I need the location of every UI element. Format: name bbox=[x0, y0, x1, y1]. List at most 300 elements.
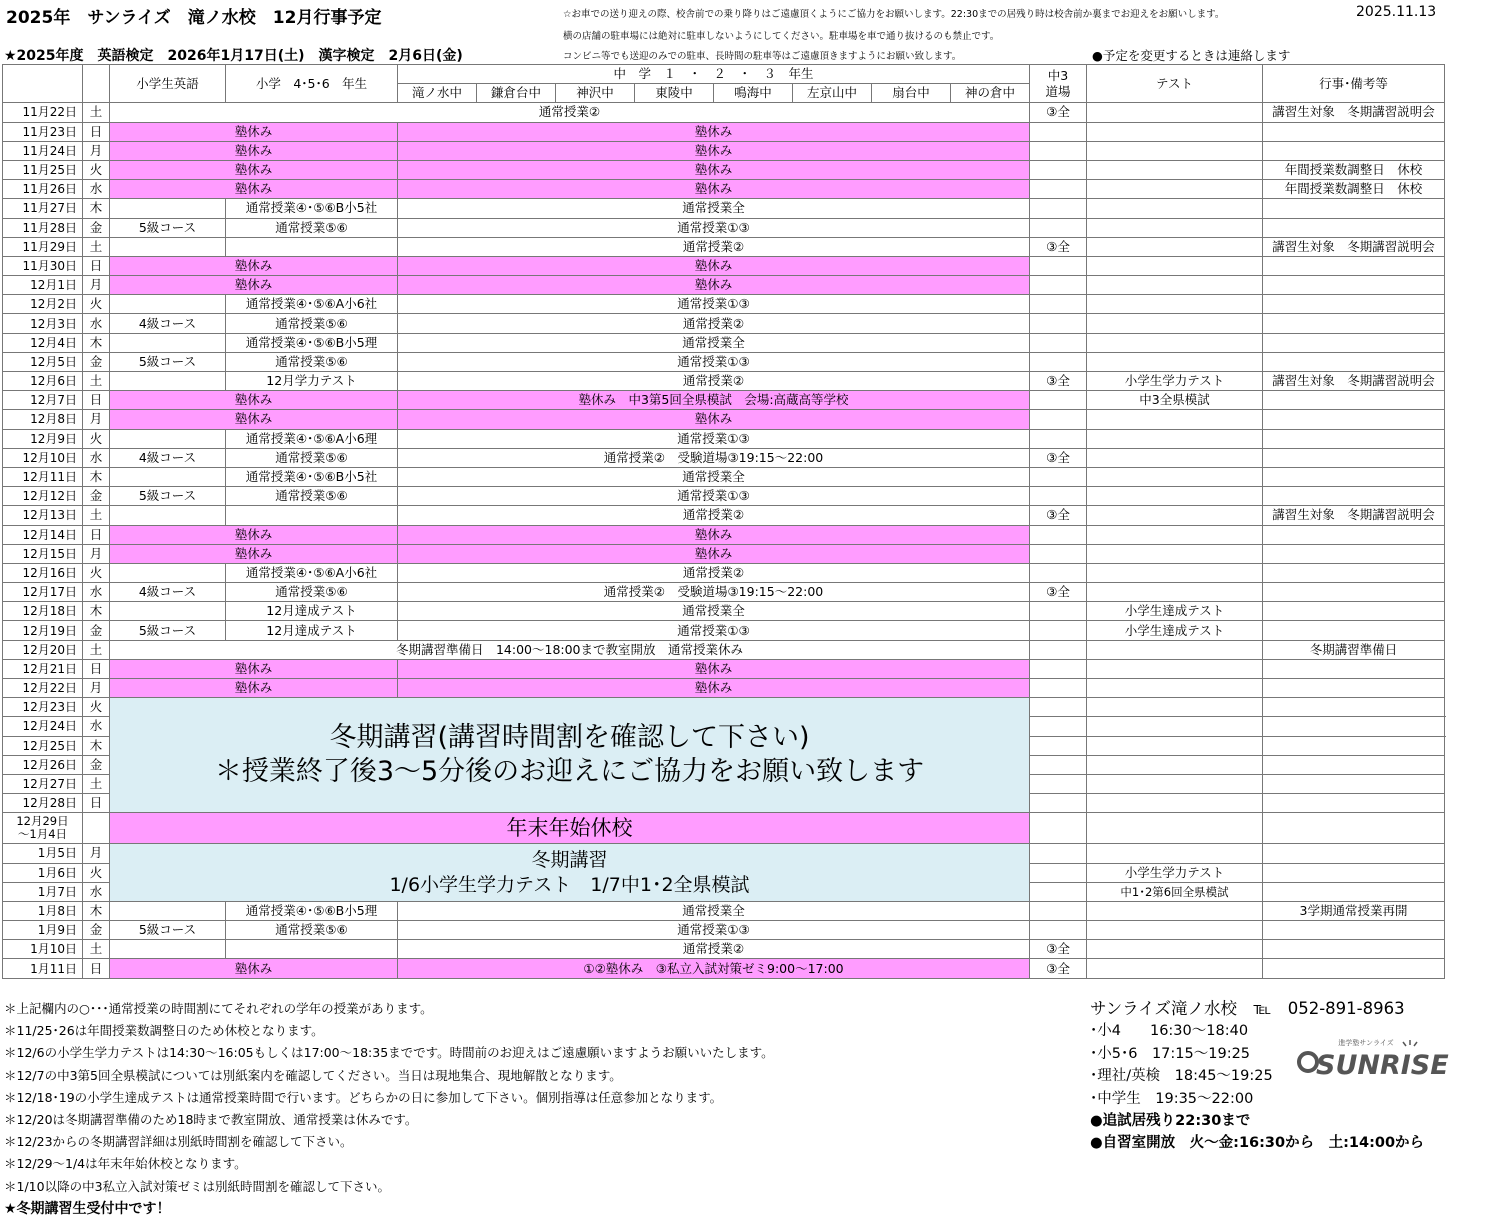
logo-text: SUNRISE bbox=[1316, 1050, 1449, 1081]
elementary-cell bbox=[226, 506, 398, 525]
event-cell bbox=[1263, 863, 1445, 882]
middle-school-cell: 通常授業全 bbox=[398, 199, 1030, 218]
english-cell bbox=[110, 467, 226, 486]
event-cell bbox=[1263, 621, 1445, 640]
date-cell: 12月13日 bbox=[3, 506, 83, 525]
schedule-row bbox=[3, 621, 1445, 640]
elementary-cell: 通常授業④･⑤⑥B小5理 bbox=[226, 333, 398, 352]
test-cell bbox=[1087, 698, 1263, 717]
schedule-row bbox=[3, 256, 1445, 275]
schedule-row bbox=[3, 901, 1445, 920]
date-cell: 12月24日 bbox=[3, 717, 83, 736]
test-header: テスト bbox=[1087, 65, 1263, 103]
event-cell bbox=[1263, 256, 1445, 275]
date-cell: 12月27日 bbox=[3, 774, 83, 793]
date-cell: 12月21日 bbox=[3, 659, 83, 678]
parking-note-2: 横の店舗の駐車場には絶対に駐車しないようにしてください。駐車場を車で通り抜けるのも禁止です。 bbox=[563, 31, 1000, 42]
date-cell: 12月23日 bbox=[3, 698, 83, 717]
weekday-cell: 日 bbox=[83, 122, 110, 141]
school-takinomizu: 滝ノ水中 bbox=[398, 84, 477, 103]
footer-note: ＊11/25･26は年間授業数調整日のため休校となります。 bbox=[4, 1023, 324, 1039]
weekday-cell: 火 bbox=[83, 563, 110, 582]
test-cell bbox=[1087, 180, 1263, 199]
date-cell: 12月11日 bbox=[3, 467, 83, 486]
event-cell bbox=[1263, 940, 1445, 959]
weekday-cell: 土 bbox=[83, 372, 110, 391]
dojo-cell bbox=[1030, 602, 1087, 621]
event-cell bbox=[1263, 122, 1445, 141]
elementary-cell: 塾休み bbox=[110, 276, 398, 295]
test-cell bbox=[1087, 901, 1263, 920]
date-cell: 12月17日 bbox=[3, 583, 83, 602]
weekday-cell: 土 bbox=[83, 640, 110, 659]
schedule-row bbox=[3, 276, 1445, 295]
schedule-row bbox=[3, 448, 1445, 467]
test-cell bbox=[1087, 736, 1263, 755]
dojo-cell bbox=[1030, 276, 1087, 295]
retest-note: ●追試居残り22:30まで bbox=[1090, 1113, 1251, 1130]
elementary-cell: 12月学力テスト bbox=[226, 372, 398, 391]
dojo-cell bbox=[1030, 122, 1087, 141]
elementary-cell: 通常授業④･⑤⑥B小5社 bbox=[226, 199, 398, 218]
date-cell: 11月30日 bbox=[3, 256, 83, 275]
dojo-cell bbox=[1030, 736, 1087, 755]
middle-school-cell: 塾休み bbox=[398, 256, 1030, 275]
schedule-row bbox=[3, 180, 1445, 199]
middle-school-cell: 通常授業全 bbox=[398, 602, 1030, 621]
english-cell bbox=[110, 602, 226, 621]
english-cell: 4級コース bbox=[110, 448, 226, 467]
event-cell bbox=[1263, 314, 1445, 333]
middle-school-cell bbox=[1263, 717, 1445, 736]
test-cell bbox=[1087, 940, 1263, 959]
weekday-cell: 木 bbox=[83, 333, 110, 352]
event-cell bbox=[1263, 679, 1445, 698]
date-cell: 11月22日 bbox=[3, 103, 83, 122]
test-cell bbox=[1087, 103, 1263, 122]
event-cell bbox=[1263, 736, 1445, 755]
middle-school-cell: 通常授業①③ bbox=[398, 352, 1030, 371]
date-cell: 12月2日 bbox=[3, 295, 83, 314]
schedule-row bbox=[3, 103, 1445, 122]
elementary-cell: 塾休み bbox=[110, 525, 398, 544]
weekday-cell: 月 bbox=[83, 844, 110, 863]
elementary-cell: 12月達成テスト bbox=[226, 621, 398, 640]
exam-dates-subtitle: ★2025年度 英語検定 2026年1月17日(土) 漢字検定 2月6日(金) bbox=[4, 48, 463, 64]
event-cell: 冬期講習準備日 bbox=[1263, 640, 1445, 659]
school-sakyoyama: 左京山中 bbox=[793, 84, 872, 103]
elementary-cell: 通常授業⑤⑥ bbox=[226, 448, 398, 467]
dojo-cell: ③全 bbox=[1030, 940, 1087, 959]
event-cell bbox=[1263, 659, 1445, 678]
dojo-cell bbox=[1030, 698, 1087, 717]
dojo-cell bbox=[1030, 199, 1087, 218]
test-cell: 中3全県模試 bbox=[1087, 391, 1263, 410]
test-cell bbox=[1087, 525, 1263, 544]
dojo-cell bbox=[1030, 921, 1087, 940]
elementary-cell: 通常授業⑤⑥ bbox=[226, 352, 398, 371]
schedule-row bbox=[3, 429, 1445, 448]
schedule-row bbox=[3, 372, 1445, 391]
english-cell bbox=[110, 372, 226, 391]
event-cell bbox=[1263, 755, 1445, 774]
middle-school-cell: 塾休み bbox=[398, 122, 1030, 141]
event-cell bbox=[1263, 525, 1445, 544]
middle-school-cell: 通常授業全 bbox=[398, 333, 1030, 352]
hours-line: ･小4 16:30～18:40 bbox=[1090, 1023, 1249, 1040]
date-cell: 12月20日 bbox=[3, 640, 83, 659]
test-cell bbox=[1087, 333, 1263, 352]
schedule-row bbox=[3, 544, 1445, 563]
footer-note: ＊12/18･19の小学生達成テストは通常授業時間で行います。どちらかの日に参加して下さい。個別指導は任意参加となります。 bbox=[4, 1089, 723, 1105]
weekday-cell: 土 bbox=[83, 237, 110, 256]
footer-note: ＊12/6の小学生学力テストは14:30～16:05もしくは17:00～18:35までです。時間前のお迎えはご遠慮願いますようお願いいたします。 bbox=[4, 1045, 774, 1061]
schedule-row bbox=[3, 487, 1445, 506]
middle-school-header: 中 学 １ ・ ２ ・ ３ 年生 bbox=[398, 65, 1030, 84]
elementary-cell bbox=[226, 940, 398, 959]
page-title: 2025年 サンライズ 滝ノ水校 12月行事予定 bbox=[6, 8, 382, 28]
schedule-row bbox=[3, 314, 1445, 333]
weekday-cell: 火 bbox=[83, 429, 110, 448]
schedule-row bbox=[3, 141, 1445, 160]
weekday-cell: 日 bbox=[83, 659, 110, 678]
middle-school-cell: 通常授業全 bbox=[398, 467, 1030, 486]
english-cell: 5級コース bbox=[110, 621, 226, 640]
weekday-cell: 日 bbox=[83, 525, 110, 544]
test-cell bbox=[1087, 544, 1263, 563]
weekday-cell: 月 bbox=[83, 544, 110, 563]
english-cell: 5級コース bbox=[110, 487, 226, 506]
english-cell bbox=[110, 333, 226, 352]
elementary-cell: 塾休み bbox=[110, 141, 398, 160]
event-cell bbox=[1263, 698, 1445, 717]
hours-line: ･中学生 19:35～22:00 bbox=[1090, 1090, 1254, 1107]
footer-note: ＊12/7の中3第5回全県模試については別紙案内を確認してください。当日は現地集合、現地解散となります。 bbox=[4, 1067, 622, 1083]
event-cell bbox=[1263, 583, 1445, 602]
middle-school-cell: 塾休み bbox=[398, 410, 1030, 429]
schedule-row bbox=[3, 467, 1445, 486]
date-cell: 12月22日 bbox=[3, 679, 83, 698]
event-cell: 3学期通常授業再開 bbox=[1263, 901, 1445, 920]
elementary-cell: 塾休み bbox=[110, 391, 398, 410]
middle-school-cell: 通常授業② bbox=[398, 940, 1030, 959]
dojo-cell bbox=[1030, 901, 1087, 920]
test-cell bbox=[1087, 506, 1263, 525]
middle-school-cell: 通常授業①③ bbox=[398, 921, 1030, 940]
test-cell bbox=[1087, 160, 1263, 179]
event-cell bbox=[1263, 487, 1445, 506]
test-cell bbox=[1087, 959, 1263, 978]
date-cell: 11月27日 bbox=[3, 199, 83, 218]
english-cell: 4級コース bbox=[110, 314, 226, 333]
english-cell bbox=[110, 295, 226, 314]
elementary-cell: 通常授業⑤⑥ bbox=[226, 583, 398, 602]
schedule-row bbox=[3, 160, 1445, 179]
dojo-cell bbox=[1030, 659, 1087, 678]
elementary-cell: 塾休み bbox=[110, 122, 398, 141]
school-phone: サンライズ滝ノ水校 ℡ 052-891-8963 bbox=[1090, 999, 1405, 1018]
event-cell bbox=[1263, 391, 1445, 410]
middle-school-cell: 通常授業② 受験道場③19:15～22:00 bbox=[398, 448, 1030, 467]
weekday-cell: 月 bbox=[83, 679, 110, 698]
elementary-cell: 通常授業④･⑤⑥B小5社 bbox=[226, 467, 398, 486]
footer-note: ★冬期講習生受付中です！ bbox=[4, 1200, 171, 1217]
schedule-row bbox=[3, 698, 1445, 717]
english-cell bbox=[110, 237, 226, 256]
test-cell bbox=[1087, 563, 1263, 582]
date-cell: 12月4日 bbox=[3, 333, 83, 352]
test-cell bbox=[1087, 640, 1263, 659]
weekday-cell: 木 bbox=[83, 901, 110, 920]
schedule-row bbox=[3, 679, 1445, 698]
weekday-cell: 月 bbox=[83, 276, 110, 295]
winter-course-block bbox=[110, 698, 1030, 813]
date-cell: 12月8日 bbox=[3, 410, 83, 429]
winter-pickup-note: ＊授業終了後3～5分後のお迎えにご協力をお願い致します bbox=[214, 756, 925, 788]
elementary-cell: 通常授業④･⑤⑥A小6社 bbox=[226, 295, 398, 314]
schedule-row bbox=[3, 410, 1445, 429]
test-cell bbox=[1087, 774, 1263, 793]
test-cell bbox=[1087, 467, 1263, 486]
dojo-cell bbox=[1030, 813, 1087, 844]
date-header bbox=[3, 65, 83, 103]
middle-school-cell: 通常授業② 受験道場③19:15～22:00 bbox=[398, 583, 1030, 602]
test-cell: 中1･2第6回全県模試 bbox=[1087, 882, 1263, 901]
test-cell bbox=[1087, 794, 1263, 813]
dojo-cell bbox=[1030, 563, 1087, 582]
weekday-cell: 水 bbox=[83, 180, 110, 199]
event-cell bbox=[1263, 295, 1445, 314]
date-cell: 11月25日 bbox=[3, 160, 83, 179]
schedule-row bbox=[3, 640, 1445, 659]
date-cell: 12月25日 bbox=[3, 736, 83, 755]
middle-school-cell: ①②塾休み ③私立入試対策ゼミ9:00～17:00 bbox=[398, 959, 1030, 978]
elementary-cell: 塾休み bbox=[110, 679, 398, 698]
date-cell: 12月1日 bbox=[3, 276, 83, 295]
middle-school-cell: 通常授業② bbox=[398, 314, 1030, 333]
event-cell bbox=[1263, 448, 1445, 467]
winter-course-title: 冬期講習(講習時間割を確認して下さい) bbox=[329, 722, 810, 754]
logo-small-text: 進学塾サンライズ bbox=[1338, 1039, 1394, 1047]
date-cell: 11月28日 bbox=[3, 218, 83, 237]
weekday-cell: 日 bbox=[83, 794, 110, 813]
english-cell: 5級コース bbox=[110, 921, 226, 940]
dojo-cell bbox=[1030, 679, 1087, 698]
date-cell: 11月24日 bbox=[3, 141, 83, 160]
schedule-row bbox=[3, 333, 1445, 352]
date-cell: 1月8日 bbox=[3, 901, 83, 920]
weekday-cell: 土 bbox=[83, 103, 110, 122]
weekday-cell: 金 bbox=[83, 755, 110, 774]
weekday-cell: 金 bbox=[83, 218, 110, 237]
footer-notes bbox=[4, 998, 774, 1220]
dojo-cell: ③全 bbox=[1030, 103, 1087, 122]
english-cell: 5級コース bbox=[110, 218, 226, 237]
weekday-cell: 火 bbox=[83, 698, 110, 717]
english-cell bbox=[1030, 717, 1087, 736]
test-cell bbox=[1087, 314, 1263, 333]
date-cell: 1月9日 bbox=[3, 921, 83, 940]
schedule-row bbox=[3, 525, 1445, 544]
test-cell bbox=[1087, 679, 1263, 698]
dojo-cell bbox=[1030, 333, 1087, 352]
schedule-row bbox=[3, 391, 1445, 410]
dojo-cell: ③全 bbox=[1030, 506, 1087, 525]
event-cell bbox=[1263, 602, 1445, 621]
english-cell bbox=[110, 506, 226, 525]
dojo-cell bbox=[1030, 844, 1087, 863]
weekday-cell: 金 bbox=[83, 621, 110, 640]
school-kamisawa: 神沢中 bbox=[556, 84, 635, 103]
elementary-cell: 塾休み bbox=[110, 959, 398, 978]
event-cell: 年間授業数調整日 休校 bbox=[1263, 160, 1445, 179]
hours-line: ･小5･6 17:15～19:25 bbox=[1090, 1045, 1251, 1062]
elementary-cell: 塾休み bbox=[110, 544, 398, 563]
test-cell bbox=[1087, 755, 1263, 774]
issue-date: 2025.11.13 bbox=[1356, 4, 1437, 20]
event-cell bbox=[1263, 813, 1445, 844]
schedule-table bbox=[2, 64, 1445, 979]
test-cell bbox=[1087, 813, 1263, 844]
weekday-cell: 水 bbox=[83, 448, 110, 467]
event-cell bbox=[1263, 921, 1445, 940]
footer-note: ＊12/20は冬期講習準備のため18時まで教室開放、通常授業は休みです。 bbox=[4, 1112, 418, 1128]
test-cell bbox=[1087, 122, 1263, 141]
dojo-cell: ③全 bbox=[1030, 237, 1087, 256]
event-cell bbox=[1263, 218, 1445, 237]
elementary-header: 小学 4･5･6 年生 bbox=[226, 65, 398, 103]
test-cell bbox=[1087, 237, 1263, 256]
weekday-cell: 木 bbox=[83, 199, 110, 218]
test-cell bbox=[1087, 583, 1263, 602]
dojo-cell bbox=[1030, 256, 1087, 275]
schedule-row bbox=[3, 921, 1445, 940]
all-grades-cell: 冬期講習準備日 14:00～18:00まで教室開放 通常授業休み bbox=[110, 640, 1030, 659]
parking-note-1: ☆お車での送り迎えの際、校舎前での乗り降りはご遠慮頂くようにご協力をお願いします。22:30までの居残り時は校舎前か裏までお迎えをお願いします。 bbox=[563, 9, 1225, 20]
middle-school-cell: 通常授業①③ bbox=[398, 218, 1030, 237]
event-cell: 講習生対象 冬期講習説明会 bbox=[1263, 103, 1445, 122]
weekday-cell: 木 bbox=[83, 736, 110, 755]
dojo-header: 中3 道場 bbox=[1030, 65, 1087, 103]
weekday-cell: 月 bbox=[83, 410, 110, 429]
weekday-cell: 水 bbox=[83, 882, 110, 901]
dojo-cell bbox=[1030, 467, 1087, 486]
test-cell: 小学生達成テスト bbox=[1087, 621, 1263, 640]
dojo-cell bbox=[1030, 794, 1087, 813]
weekday-cell: 木 bbox=[83, 602, 110, 621]
event-cell bbox=[1263, 199, 1445, 218]
test-cell bbox=[1087, 844, 1263, 863]
date-cell: 12月3日 bbox=[3, 314, 83, 333]
dojo-cell bbox=[1030, 863, 1087, 882]
middle-school-cell: 塾休み bbox=[398, 659, 1030, 678]
dojo-cell bbox=[1030, 487, 1087, 506]
study-room-note: ●自習室開放 火～金:16:30から 土:14:00から bbox=[1090, 1135, 1425, 1152]
event-cell bbox=[1263, 333, 1445, 352]
date-cell: 12月26日 bbox=[3, 755, 83, 774]
weekday-cell: 土 bbox=[83, 774, 110, 793]
schedule-row bbox=[3, 352, 1445, 371]
english-cell bbox=[110, 199, 226, 218]
winter-test-note: 1/6小学生学力テスト 1/7中1･2全県模試 bbox=[389, 873, 750, 896]
middle-school-cell: 通常授業全 bbox=[398, 901, 1030, 920]
test-cell bbox=[1087, 295, 1263, 314]
dojo-cell bbox=[1030, 640, 1087, 659]
middle-school-cell: 通常授業② bbox=[398, 506, 1030, 525]
date-cell: 12月10日 bbox=[3, 448, 83, 467]
english-cell bbox=[110, 940, 226, 959]
footer-note: ＊1/10以降の中3私立入試対策ゼミは別紙時間割を確認して下さい。 bbox=[4, 1178, 391, 1194]
schedule-row bbox=[3, 940, 1445, 959]
event-cell: 講習生対象 冬期講習説明会 bbox=[1263, 506, 1445, 525]
event-cell: 講習生対象 冬期講習説明会 bbox=[1263, 372, 1445, 391]
dojo-cell bbox=[1030, 314, 1087, 333]
dojo-cell bbox=[1030, 180, 1087, 199]
dojo-cell bbox=[1030, 410, 1087, 429]
test-cell bbox=[1087, 141, 1263, 160]
date-cell: 12月6日 bbox=[3, 372, 83, 391]
middle-school-cell: 塾休み bbox=[398, 180, 1030, 199]
date-cell: 1月11日 bbox=[3, 959, 83, 978]
weekday-cell: 水 bbox=[83, 717, 110, 736]
middle-school-cell: 塾休み bbox=[398, 525, 1030, 544]
school-kamakuradai: 鎌倉台中 bbox=[477, 84, 556, 103]
date-cell: 12月19日 bbox=[3, 621, 83, 640]
event-cell bbox=[1263, 410, 1445, 429]
test-cell bbox=[1087, 199, 1263, 218]
test-cell: 小学生達成テスト bbox=[1087, 602, 1263, 621]
test-cell: 小学生学力テスト bbox=[1087, 372, 1263, 391]
event-cell: 講習生対象 冬期講習説明会 bbox=[1263, 237, 1445, 256]
schedule-row bbox=[3, 218, 1445, 237]
test-cell bbox=[1087, 659, 1263, 678]
date-cell: 12月14日 bbox=[3, 525, 83, 544]
schedule-row bbox=[3, 602, 1445, 621]
event-cell bbox=[1263, 141, 1445, 160]
change-notice: ●予定を変更するときは連絡します bbox=[1092, 48, 1291, 63]
elementary-cell bbox=[1087, 717, 1263, 736]
middle-school-cell: 塾休み bbox=[398, 160, 1030, 179]
event-cell bbox=[1263, 563, 1445, 582]
dojo-cell bbox=[1030, 525, 1087, 544]
middle-school-cell: 通常授業①③ bbox=[398, 487, 1030, 506]
date-cell: 1月5日 bbox=[3, 844, 83, 863]
middle-school-cell: 通常授業② bbox=[398, 372, 1030, 391]
event-cell bbox=[1263, 467, 1445, 486]
date-cell: 12月12日 bbox=[3, 487, 83, 506]
date-cell: 12月15日 bbox=[3, 544, 83, 563]
elementary-cell: 通常授業⑤⑥ bbox=[226, 487, 398, 506]
elementary-cell: 塾休み bbox=[110, 160, 398, 179]
test-cell bbox=[1087, 352, 1263, 371]
dojo-cell bbox=[1030, 218, 1087, 237]
date-cell: 12月7日 bbox=[3, 391, 83, 410]
dojo-cell: ③全 bbox=[1030, 959, 1087, 978]
dojo-cell bbox=[1030, 882, 1087, 901]
test-cell bbox=[1087, 921, 1263, 940]
weekday-cell bbox=[83, 813, 110, 844]
weekday-cell: 月 bbox=[83, 141, 110, 160]
event-cell bbox=[1263, 959, 1445, 978]
school-toryo: 東陵中 bbox=[635, 84, 714, 103]
footer-note: ＊12/29～1/4は年末年始休校となります。 bbox=[4, 1156, 247, 1172]
date-cell: 11月26日 bbox=[3, 180, 83, 199]
event-cell bbox=[1263, 774, 1445, 793]
date-cell: 12月29日 ～1月4日 bbox=[3, 813, 83, 844]
test-cell bbox=[1087, 448, 1263, 467]
events-header: 行事･備考等 bbox=[1263, 65, 1445, 103]
elementary-cell: 通常授業④･⑤⑥A小6社 bbox=[226, 563, 398, 582]
